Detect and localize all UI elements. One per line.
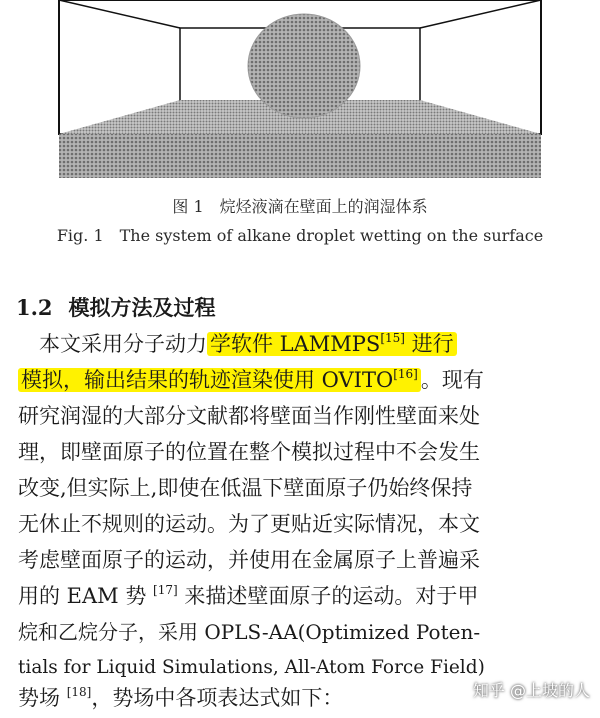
simulation-figure [58,0,542,178]
paragraph-line-5: 改变,但实际上,即使在低温下壁面原子仍始终保持 [18,476,473,500]
citation-ref: [15] [380,331,405,345]
citation-ref: [16] [393,367,418,381]
text-segment: 。现有 [420,368,484,392]
citation-ref: [18] [66,685,92,699]
text-segment: 势场 [18,686,67,710]
highlight-segment [18,368,421,392]
figure-caption-cn: 图 1 烷烃液滴在壁面上的润湿体系 [172,197,428,216]
paragraph-line-11 [18,682,343,714]
highlight-segment [207,332,457,356]
paragraph-line-8 [18,580,478,612]
highlight-text: 学软件 LAMMPS [210,332,381,356]
paragraph-line-10: tials for Liquid Simulations, All-Atom Force Field) [18,657,485,678]
paragraph-line-1 [18,328,457,360]
alkane-droplet [248,14,360,118]
figure-caption-en: Fig. 1 The system of alkane droplet wetting on the surface [56,226,544,245]
section-title: 模拟方法及过程 [68,295,216,320]
section-number: 1.2 [16,295,53,320]
text-segment: ，势场中各项表达式如下： [91,686,344,710]
text-segment: 来描述壁面原子的运动。对于甲 [177,584,479,608]
paragraph-line-9: 烷和乙烷分子，采用 OPLS-AA(Optimized Poten- [18,620,481,644]
watermark: 知乎 @上坡的人 [472,681,590,700]
highlight-text: 模拟，输出结果的轨迹渲染使用 OVITO [21,368,394,392]
paragraph-line-6: 无休止不规则的运动。为了更贴近实际情况，本文 [18,512,480,536]
paragraph-line-3: 研究润湿的大部分文献都将壁面当作刚性壁面来处 [18,404,480,428]
section-heading [16,292,216,322]
wall-front-face [59,134,541,178]
text-segment: 本文采用分子动力 [18,332,207,356]
highlight-text: 进行 [404,332,454,356]
paragraph-line-2 [18,364,484,396]
paragraph-line-7: 考虑壁面原子的运动，并使用在金属原子上普遍采 [18,548,480,572]
paragraph-line-4: 理，即壁面原子的位置在整个模拟过程中不会发生 [18,440,480,464]
citation-ref: [17] [153,583,178,597]
text-segment: 用的 EAM 势 [18,584,154,608]
